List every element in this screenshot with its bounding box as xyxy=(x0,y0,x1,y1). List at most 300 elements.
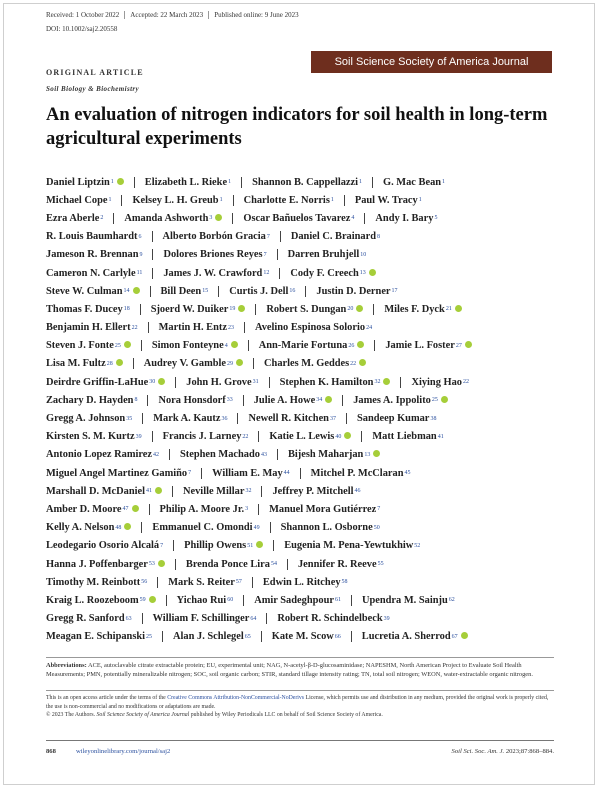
author[interactable] xyxy=(46,322,138,333)
affiliation-number[interactable]: 31 xyxy=(252,379,259,386)
author-row xyxy=(46,282,556,300)
author[interactable] xyxy=(252,177,362,188)
author-separator xyxy=(364,213,365,224)
affiliation-number[interactable]: 22 xyxy=(242,433,249,440)
affiliation-number[interactable]: 35 xyxy=(126,415,133,422)
affiliation-number[interactable]: 16 xyxy=(289,288,296,295)
author[interactable] xyxy=(46,377,165,388)
affiliation-number[interactable]: 28 xyxy=(106,360,113,367)
author[interactable] xyxy=(288,449,380,460)
author-name: Matt Liebman xyxy=(372,431,437,443)
author-row xyxy=(46,191,556,209)
affiliation-number[interactable]: 1 xyxy=(108,197,112,204)
author[interactable] xyxy=(298,559,384,570)
author-separator xyxy=(374,340,375,351)
affiliation-number[interactable]: 4 xyxy=(224,342,228,349)
author-name: Andy I. Bary xyxy=(375,212,434,224)
author[interactable] xyxy=(383,177,445,188)
author[interactable] xyxy=(46,231,142,242)
author-name: Sjoerd W. Duiker xyxy=(150,303,229,315)
author-separator xyxy=(166,595,167,606)
author[interactable] xyxy=(372,431,443,442)
affiliation-number[interactable]: 10 xyxy=(360,251,367,258)
author-name: Gregg A. Johnson xyxy=(46,413,126,425)
affiliation-number[interactable]: 47 xyxy=(122,506,129,513)
author[interactable] xyxy=(160,504,249,515)
author[interactable] xyxy=(212,468,290,479)
orcid-icon[interactable] xyxy=(465,341,472,348)
author[interactable] xyxy=(272,486,360,497)
author[interactable] xyxy=(46,268,142,279)
author[interactable] xyxy=(184,540,263,551)
author-name: Katie L. Lewis xyxy=(269,431,335,443)
affiliation-number[interactable]: 6 xyxy=(138,233,142,240)
affiliation-number[interactable]: 54 xyxy=(270,561,277,568)
author-separator xyxy=(253,358,254,369)
author[interactable] xyxy=(411,377,469,388)
orcid-icon[interactable] xyxy=(231,341,238,348)
author-name: Hanna J. Poffenbarger xyxy=(46,558,148,570)
affiliation-number[interactable]: 43 xyxy=(260,451,267,458)
author[interactable] xyxy=(46,449,159,460)
footer-divider xyxy=(46,740,554,741)
affiliation-number[interactable]: 62 xyxy=(448,597,455,604)
affiliation-number[interactable]: 33 xyxy=(226,397,233,404)
author-row xyxy=(46,537,556,555)
affiliation-number[interactable]: 32 xyxy=(374,379,381,386)
author[interactable] xyxy=(46,613,132,624)
author[interactable] xyxy=(355,195,422,206)
author[interactable] xyxy=(259,340,365,351)
author-name: Oscar Bañuelos Tavarez xyxy=(243,212,351,224)
author[interactable] xyxy=(375,213,437,224)
affiliation-number[interactable]: 51 xyxy=(247,542,254,549)
affiliation-number[interactable]: 11 xyxy=(136,270,143,277)
author[interactable] xyxy=(153,613,257,624)
author[interactable] xyxy=(290,268,375,279)
author-name: Meagan E. Schipanski xyxy=(46,631,146,643)
author-separator xyxy=(162,631,163,642)
affiliation-number[interactable]: 25 xyxy=(431,397,438,404)
author-name: Darren Bruhjell xyxy=(287,249,360,261)
orcid-icon[interactable] xyxy=(325,396,332,403)
author[interactable] xyxy=(277,613,389,624)
affiliation-number[interactable]: 36 xyxy=(221,415,228,422)
author[interactable] xyxy=(163,431,249,442)
author[interactable] xyxy=(152,340,238,351)
author[interactable] xyxy=(316,286,397,297)
affiliation-number[interactable]: 1 xyxy=(359,179,363,186)
author[interactable] xyxy=(263,577,348,588)
affiliation-number[interactable]: 15 xyxy=(202,288,209,295)
author-name: Nora Honsdorf xyxy=(158,394,226,406)
orcid-icon[interactable] xyxy=(158,378,165,385)
author-separator xyxy=(372,177,373,188)
affiliation-number[interactable]: 40 xyxy=(335,433,342,440)
affiliation-number[interactable]: 24 xyxy=(366,324,373,331)
author[interactable] xyxy=(152,522,259,533)
received-date: Received: 1 October 2022 xyxy=(46,11,120,19)
affiliation-number[interactable]: 1 xyxy=(110,179,114,186)
author-name: Robert R. Schindelbeck xyxy=(277,613,383,625)
author-name: William E. May xyxy=(212,467,283,479)
author[interactable] xyxy=(280,377,391,388)
author-name: Lucretia A. Sherrod xyxy=(361,631,451,643)
author[interactable] xyxy=(46,358,123,369)
author[interactable] xyxy=(46,304,130,315)
affiliation-number[interactable]: 37 xyxy=(329,415,336,422)
author[interactable] xyxy=(244,195,334,206)
orcid-icon[interactable] xyxy=(155,487,162,494)
license-link[interactable]: Creative Commons Attribution-NonCommercial-NoDerivs xyxy=(167,695,305,701)
affiliation-number[interactable]: 4 xyxy=(351,215,355,222)
author[interactable] xyxy=(281,522,380,533)
affiliation-number[interactable]: 65 xyxy=(244,633,251,640)
author-row xyxy=(46,373,556,391)
author[interactable] xyxy=(291,231,380,242)
author[interactable] xyxy=(46,540,163,551)
author-name: Mitchel P. McClaran xyxy=(310,467,404,479)
author[interactable] xyxy=(46,559,165,570)
affiliation-number[interactable]: 38 xyxy=(430,415,437,422)
author[interactable] xyxy=(46,213,103,224)
author[interactable] xyxy=(46,468,191,479)
orcid-icon[interactable] xyxy=(215,214,222,221)
affiliation-number[interactable]: 3 xyxy=(245,506,249,513)
author-name: Steve W. Culman xyxy=(46,285,123,297)
affiliation-number[interactable]: 61 xyxy=(334,597,341,604)
copyright-after: published by Wiley Periodicals LLC on behalf of Soil Science Society of America. xyxy=(189,712,383,719)
author-row xyxy=(46,209,556,227)
affiliation-number[interactable]: 27 xyxy=(455,342,462,349)
affiliation-number[interactable]: 63 xyxy=(125,615,132,622)
author[interactable] xyxy=(145,177,231,188)
affiliation-number[interactable]: 34 xyxy=(316,397,323,404)
author[interactable] xyxy=(269,504,380,515)
author-name: Zachary D. Hayden xyxy=(46,394,134,406)
affiliation-number[interactable]: 58 xyxy=(341,579,348,586)
doi[interactable]: DOI: 10.1002/saj2.20558 xyxy=(46,25,118,33)
affiliation-number[interactable]: 55 xyxy=(377,561,384,568)
affiliation-number[interactable]: 3 xyxy=(209,215,213,222)
author-separator xyxy=(121,195,122,206)
author-separator xyxy=(201,468,202,479)
orcid-icon[interactable] xyxy=(461,632,468,639)
orcid-icon[interactable] xyxy=(133,287,140,294)
author[interactable] xyxy=(311,468,411,479)
affiliation-number[interactable]: 7 xyxy=(377,506,381,513)
author[interactable] xyxy=(46,177,124,188)
author-separator xyxy=(344,195,345,206)
affiliation-number[interactable]: 8 xyxy=(377,233,381,240)
author[interactable] xyxy=(229,286,295,297)
license-text-before: This is an open access article under the terms of the xyxy=(46,695,168,701)
author[interactable] xyxy=(46,631,152,642)
article-type: ORIGINAL ARTICLE xyxy=(46,68,144,77)
author[interactable] xyxy=(46,413,132,424)
orcid-icon[interactable] xyxy=(116,359,123,366)
author-name: Gregg R. Sanford xyxy=(46,613,125,625)
affiliation-number[interactable]: 1 xyxy=(228,179,232,186)
affiliation-number[interactable]: 44 xyxy=(283,470,290,477)
author[interactable] xyxy=(362,631,468,642)
journal-site-link[interactable]: wileyonlinelibrary.com/journal/saj2 xyxy=(76,748,171,755)
author-name: Elizabeth L. Rieke xyxy=(144,176,228,188)
author[interactable] xyxy=(254,595,341,606)
author[interactable] xyxy=(159,322,234,333)
affiliation-number[interactable]: 29 xyxy=(227,360,234,367)
affiliation-number[interactable]: 67 xyxy=(451,633,458,640)
orcid-icon[interactable] xyxy=(256,541,263,548)
author-name: Neville Millar xyxy=(183,485,245,497)
orcid-icon[interactable] xyxy=(236,359,243,366)
affiliation-number[interactable]: 1 xyxy=(418,197,422,204)
author-separator xyxy=(400,377,401,388)
author-name: Kelly A. Nelson xyxy=(46,522,115,534)
author-separator xyxy=(258,504,259,515)
affiliation-number[interactable]: 1 xyxy=(442,179,446,186)
author[interactable] xyxy=(173,631,251,642)
author[interactable] xyxy=(124,213,222,224)
author[interactable] xyxy=(163,231,270,242)
affiliation-number[interactable]: 39 xyxy=(135,433,142,440)
author-separator xyxy=(269,377,270,388)
author-row xyxy=(46,409,556,427)
affiliation-number[interactable]: 7 xyxy=(160,542,164,549)
orcid-icon[interactable] xyxy=(124,341,131,348)
orcid-icon[interactable] xyxy=(455,305,462,312)
author-name: Shannon B. Cappellazzi xyxy=(252,176,359,188)
author[interactable] xyxy=(254,395,332,406)
author-row xyxy=(46,628,556,646)
author[interactable] xyxy=(186,377,258,388)
author-separator xyxy=(241,177,242,188)
affiliation-number[interactable]: 1 xyxy=(330,197,334,204)
affiliation-number[interactable]: 22 xyxy=(131,324,138,331)
affiliation-number[interactable]: 32 xyxy=(245,488,252,495)
journal-banner[interactable]: Soil Science Society of America Journal xyxy=(311,51,552,73)
affiliation-number[interactable]: 39 xyxy=(383,615,390,622)
affiliation-number[interactable]: 42 xyxy=(153,451,160,458)
author-separator xyxy=(244,322,245,333)
author[interactable] xyxy=(269,431,351,442)
author[interactable] xyxy=(385,340,472,351)
affiliation-number[interactable]: 60 xyxy=(227,597,234,604)
author-separator xyxy=(273,540,274,551)
author[interactable] xyxy=(46,340,131,351)
author-name: Kraig L. Roozeboom xyxy=(46,594,139,606)
affiliation-number[interactable]: 9 xyxy=(139,251,143,258)
author[interactable] xyxy=(144,358,243,369)
author-row xyxy=(46,319,556,337)
author-row xyxy=(46,264,556,282)
author[interactable] xyxy=(132,195,222,206)
affiliation-number[interactable]: 22 xyxy=(350,360,357,367)
orcid-icon[interactable] xyxy=(149,596,156,603)
author-separator xyxy=(346,413,347,424)
author[interactable] xyxy=(46,504,139,515)
orcid-icon[interactable] xyxy=(383,378,390,385)
author-name: Amanda Ashworth xyxy=(124,212,209,224)
author[interactable] xyxy=(288,249,367,260)
affiliation-number[interactable]: 48 xyxy=(115,524,122,531)
author-name: Jeffrey P. Mitchell xyxy=(272,485,354,497)
affiliation-number[interactable]: 53 xyxy=(148,561,155,568)
affiliation-number[interactable]: 22 xyxy=(462,379,469,386)
affiliation-number[interactable]: 2 xyxy=(100,215,104,222)
author[interactable] xyxy=(255,322,372,333)
author-separator xyxy=(173,540,174,551)
author[interactable] xyxy=(151,304,246,315)
author[interactable] xyxy=(284,540,420,551)
orcid-icon[interactable] xyxy=(238,305,245,312)
author-name: Antonio Lopez Ramirez xyxy=(46,449,153,461)
author-row xyxy=(46,482,556,500)
author[interactable] xyxy=(243,213,354,224)
orcid-icon[interactable] xyxy=(124,523,131,530)
author[interactable] xyxy=(180,449,267,460)
affiliation-number[interactable]: 45 xyxy=(404,470,411,477)
orcid-icon[interactable] xyxy=(117,178,124,185)
orcid-icon[interactable] xyxy=(359,359,366,366)
author[interactable] xyxy=(46,486,162,497)
author-name: Newell R. Kitchen xyxy=(248,413,329,425)
author-name: Cody F. Creech xyxy=(290,267,359,279)
affiliation-number[interactable]: 26 xyxy=(348,342,355,349)
author[interactable] xyxy=(158,395,232,406)
author[interactable] xyxy=(353,395,448,406)
citation xyxy=(452,748,554,755)
author[interactable] xyxy=(384,304,462,315)
author-separator xyxy=(134,177,135,188)
affiliation-number[interactable]: 50 xyxy=(373,524,380,531)
author[interactable] xyxy=(46,286,140,297)
author-name: Daniel C. Brainard xyxy=(290,231,377,243)
affiliation-number[interactable]: 17 xyxy=(391,288,398,295)
author[interactable] xyxy=(46,249,142,260)
author[interactable] xyxy=(161,286,209,297)
author[interactable] xyxy=(272,631,341,642)
affiliation-number[interactable]: 41 xyxy=(437,433,444,440)
divider xyxy=(46,657,554,658)
author[interactable] xyxy=(163,249,266,260)
author[interactable] xyxy=(46,522,131,533)
author[interactable] xyxy=(183,486,251,497)
author-separator xyxy=(142,413,143,424)
author-separator xyxy=(270,522,271,533)
author-separator xyxy=(258,431,259,442)
affiliation-number[interactable]: 14 xyxy=(123,288,130,295)
author-name: Ann-Marie Fortuna xyxy=(258,340,348,352)
author-separator xyxy=(277,449,278,460)
author-row xyxy=(46,610,556,628)
author-name: Kate M. Scow xyxy=(271,631,334,643)
affiliation-number[interactable]: 18 xyxy=(123,306,130,313)
affiliation-number[interactable]: 7 xyxy=(263,251,267,258)
orcid-icon[interactable] xyxy=(356,305,363,312)
author[interactable] xyxy=(168,577,242,588)
orcid-icon[interactable] xyxy=(373,450,380,457)
orcid-icon[interactable] xyxy=(369,269,376,276)
affiliation-number[interactable]: 25 xyxy=(114,342,121,349)
affiliation-number[interactable]: 8 xyxy=(134,397,138,404)
author-name: Jamie L. Foster xyxy=(385,340,455,352)
orcid-icon[interactable] xyxy=(344,432,351,439)
affiliation-number[interactable]: 7 xyxy=(188,470,192,477)
author[interactable] xyxy=(266,304,363,315)
affiliation-number[interactable]: 64 xyxy=(250,615,257,622)
author[interactable] xyxy=(46,577,147,588)
author-separator xyxy=(147,395,148,406)
author-name: Amber D. Moore xyxy=(46,503,122,515)
affiliation-number[interactable]: 59 xyxy=(139,597,146,604)
orcid-icon[interactable] xyxy=(132,505,139,512)
affiliation-number[interactable]: 19 xyxy=(229,306,236,313)
author-row xyxy=(46,591,556,609)
author[interactable] xyxy=(46,195,111,206)
author[interactable] xyxy=(163,268,269,279)
author-name: Lisa M. Fultz xyxy=(46,358,106,370)
author[interactable] xyxy=(46,595,156,606)
affiliation-number[interactable]: 13 xyxy=(359,270,366,277)
affiliation-number[interactable]: 7 xyxy=(266,233,270,240)
author-name: Audrey V. Gamble xyxy=(143,358,227,370)
author-name: Jennifer R. Reeve xyxy=(297,558,377,570)
journal-abbrev: Soil Sci. Soc. Am. J. xyxy=(451,748,505,755)
author[interactable] xyxy=(248,413,336,424)
author[interactable] xyxy=(153,413,227,424)
author-row xyxy=(46,500,556,518)
affiliation-number[interactable]: 21 xyxy=(445,306,452,313)
affiliation-number[interactable]: 5 xyxy=(434,215,438,222)
affiliation-number[interactable]: 41 xyxy=(146,488,152,495)
author-name: Stephen Machado xyxy=(180,449,260,461)
author[interactable] xyxy=(186,559,277,570)
affiliation-number[interactable]: 30 xyxy=(149,379,156,386)
affiliation-number[interactable]: 12 xyxy=(263,270,270,277)
author-name: Upendra M. Sainju xyxy=(361,594,448,606)
copyright-journal: Soil Science Society of America Journal xyxy=(96,712,190,719)
affiliation-number[interactable]: 56 xyxy=(141,579,148,586)
affiliation-number[interactable]: 57 xyxy=(235,579,242,586)
author[interactable] xyxy=(357,413,436,424)
author-name: Julie A. Howe xyxy=(253,394,316,406)
author-separator xyxy=(218,286,219,297)
author[interactable] xyxy=(264,358,366,369)
affiliation-number[interactable]: 49 xyxy=(253,524,260,531)
affiliation-number[interactable]: 66 xyxy=(334,633,341,640)
author-separator xyxy=(351,631,352,642)
author[interactable] xyxy=(362,595,455,606)
affiliation-number[interactable]: 52 xyxy=(414,542,421,549)
affiliation-number[interactable]: 13 xyxy=(364,451,371,458)
orcid-icon[interactable] xyxy=(441,396,448,403)
orcid-icon[interactable] xyxy=(357,341,364,348)
author-name: Emmanuel C. Omondi xyxy=(152,522,253,534)
affiliation-number[interactable]: 20 xyxy=(347,306,354,313)
orcid-icon[interactable] xyxy=(158,560,165,567)
author[interactable] xyxy=(177,595,234,606)
affiliation-number[interactable]: 1 xyxy=(219,197,223,204)
affiliation-number[interactable]: 25 xyxy=(146,633,153,640)
author[interactable] xyxy=(46,431,142,442)
affiliation-number[interactable]: 23 xyxy=(227,324,234,331)
author-row xyxy=(46,300,556,318)
affiliation-number[interactable]: 46 xyxy=(354,488,361,495)
author-name: Brenda Ponce Lira xyxy=(185,558,270,570)
citation-volume: 2023;87:868–884. xyxy=(504,748,554,755)
author[interactable] xyxy=(46,395,137,406)
